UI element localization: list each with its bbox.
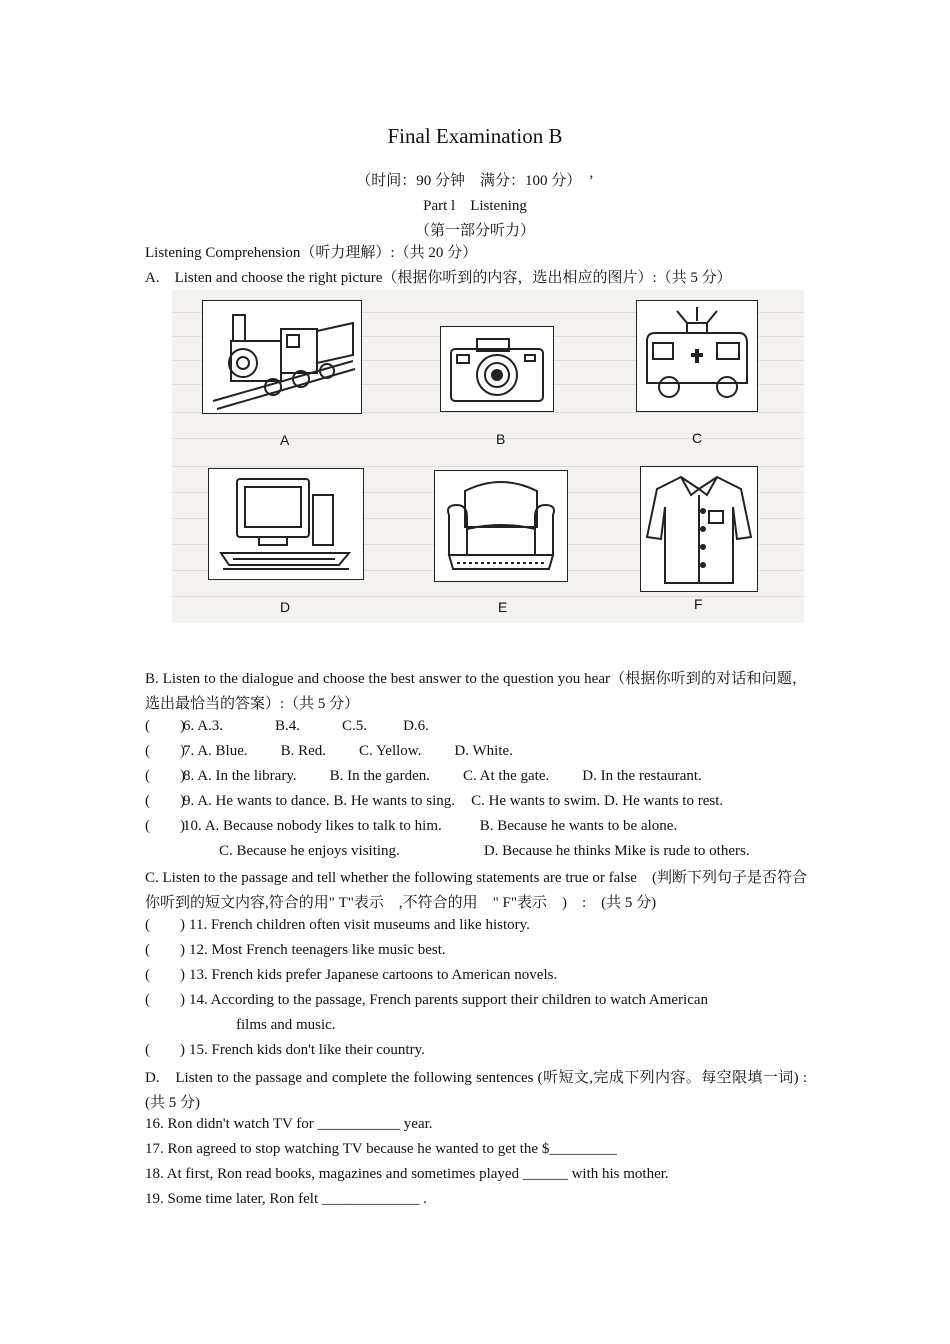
answer-bracket[interactable]: ( )	[145, 992, 185, 1008]
statement-12: ( ) 12. Most French teenagers like music best.	[145, 942, 446, 958]
question-7: ( )7. A. Blue. B. Red. C. Yellow. D. White.	[145, 743, 513, 759]
picture-c[interactable]	[636, 300, 758, 412]
question-10-cont	[145, 842, 807, 860]
option-c: C. Because he enjoys visiting.	[219, 843, 400, 859]
armchair-icon	[435, 471, 567, 581]
section-d-instruction: D. Listen to the passage and complete the following sentences (听短文,完成下列内容。每空限填一词) : (共 5 分)	[145, 1070, 807, 1111]
section-c-instruction: C. Listen to the passage and tell whether the following statements are true or false (判断下列句子是否符合你听到的短文内容,符合的用" T"表示 ,不符合的用 " F"表示 ) : (共 5 分)	[145, 870, 807, 911]
picture-label-c: C	[692, 430, 703, 446]
picture-b[interactable]	[440, 326, 554, 412]
statement-11: ( ) 11. French children often visit museums and like history.	[145, 917, 530, 933]
section-b-instruction: B. Listen to the dialogue and choose the best answer to the question you hear（根据你听到的对话和问题，选出最恰当的答案）:（共 5 分）	[145, 671, 807, 712]
question-8: ( )8. A. In the library. B. In the garden. C. At the gate. D. In the restaurant.	[145, 768, 702, 784]
computer-icon	[209, 469, 363, 579]
statement-14: ( ) 14. According to the passage, French parents support their children to watch American	[145, 992, 709, 1008]
ambulance-icon	[637, 301, 757, 411]
picture-label-f: F	[694, 596, 703, 612]
picture-panel	[172, 290, 804, 623]
answer-bracket[interactable]: ( )	[145, 917, 185, 933]
fill-in-17[interactable]: 17. Ron agreed to stop watching TV because he wanted to get the $_________	[145, 1141, 617, 1157]
answer-bracket[interactable]: ( )	[145, 942, 185, 958]
fill-in-18[interactable]: 18. At first, Ron read books, magazines and sometimes played ______ with his mother.	[145, 1166, 669, 1182]
answer-bracket[interactable]: ( )	[145, 768, 185, 784]
answer-bracket[interactable]: ( )	[145, 718, 185, 734]
option-d: D. In the restaurant.	[582, 768, 702, 784]
option-c: C. At the gate.	[463, 768, 550, 784]
fill-in-19[interactable]: 19. Some time later, Ron felt _____________ .	[145, 1191, 427, 1207]
answer-bracket[interactable]: ( )	[145, 1042, 185, 1058]
option-a: A. Because nobody likes to talk to him.	[204, 818, 442, 834]
time-info: （时间：90 分钟 满分：100 分） ’	[356, 173, 594, 189]
option-b: B.4.	[275, 718, 301, 734]
question-6: ( )6. A.3. B.4. C.5. D.6.	[145, 718, 429, 734]
option-a: A. Blue.	[197, 743, 248, 759]
option-b: B. Because he wants to be alone.	[479, 818, 678, 834]
statement-14-cont: films and music.	[236, 1017, 336, 1033]
option-c: C.5.	[342, 718, 368, 734]
camera-icon	[441, 327, 553, 411]
options-c-d: C. He wants to swim. D. He wants to rest.	[471, 793, 724, 809]
picture-label-b: B	[496, 431, 506, 447]
question-9: ( )9. A. He wants to dance. B. He wants to sing. C. He wants to swim. D. He wants to rest.	[145, 793, 724, 809]
section-heading: Listening Comprehension（听力理解）:（共 20 分）	[145, 245, 478, 261]
question-10: ( )10. A. Because nobody likes to talk to him. B. Because he wants to be alone.	[145, 818, 678, 834]
page-title: Final Examination B	[387, 124, 563, 148]
option-a: A. In the library.	[197, 768, 297, 784]
option-b: B. In the garden.	[329, 768, 430, 784]
option-d: D. White.	[454, 743, 513, 759]
option-c: C. Yellow.	[359, 743, 422, 759]
train-icon	[203, 301, 361, 413]
picture-label-d: D	[280, 599, 291, 615]
option-d: D. Because he thinks Mike is rude to others.	[483, 843, 750, 859]
picture-f[interactable]	[640, 466, 758, 592]
answer-bracket[interactable]: ( )	[145, 967, 185, 983]
option-a: A.3.	[197, 718, 224, 734]
part-heading-cn: （第一部分听力）	[414, 223, 535, 239]
option-d: D.6.	[403, 718, 429, 734]
answer-bracket[interactable]: ( )	[145, 743, 185, 759]
part-heading: Part l Listening	[423, 198, 527, 214]
picture-d[interactable]	[208, 468, 364, 580]
section-a-instruction: A. Listen and choose the right picture（根据你听到的内容，选出相应的图片）:（共 5 分）	[145, 270, 732, 286]
option-b: B. Red.	[280, 743, 327, 759]
fill-in-16[interactable]: 16. Ron didn't watch TV for ___________ year.	[145, 1116, 433, 1132]
options-a-b: A. He wants to dance. B. He wants to sing.	[197, 793, 456, 809]
picture-label-e: E	[498, 599, 508, 615]
picture-a[interactable]	[202, 300, 362, 414]
shirt-icon	[641, 467, 757, 591]
picture-e[interactable]	[434, 470, 568, 582]
answer-bracket[interactable]: ( )	[145, 793, 185, 809]
answer-bracket[interactable]: ( )	[145, 818, 185, 834]
picture-label-a: A	[280, 432, 290, 448]
statement-13: ( ) 13. French kids prefer Japanese cartoons to American novels.	[145, 967, 558, 983]
statement-15: ( ) 15. French kids don't like their country.	[145, 1042, 425, 1058]
